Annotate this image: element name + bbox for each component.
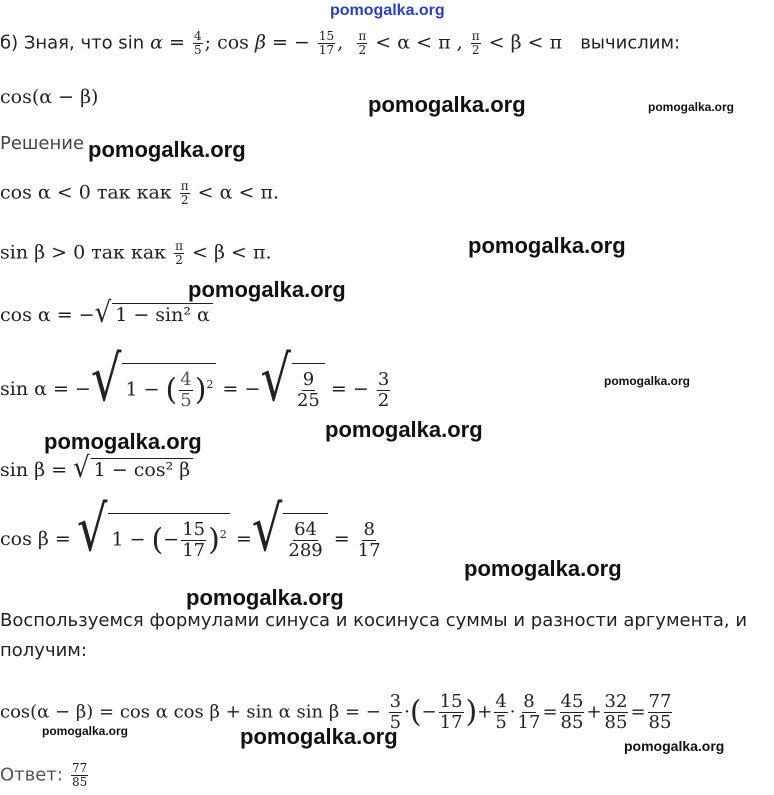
watermark: pomogalka.org (240, 724, 398, 749)
fraction: $\frac{77}{85}$ (71, 761, 88, 790)
fraction: $\frac{4}{5}$ (194, 29, 202, 58)
watermark: pomogalka.org (368, 92, 526, 117)
solution-heading: Решение (0, 133, 85, 154)
explanation-text-cont: получим: (0, 640, 87, 661)
watermark: pomogalka.org (42, 724, 129, 738)
radical-sign: √ (260, 342, 291, 416)
watermark-top: pomogalka.org (330, 2, 445, 19)
answer: Ответ: $\frac{77}{85}$ (0, 761, 88, 790)
sin-beta-sign: sin β > 0 так как $\frac{\pi}{2}$ < β < π. (0, 239, 272, 268)
final-computation: cos(α − β) = cos α cos β + sin α sin β = − $\frac{3}{5}$ ·(− $\frac{15}{17}$ )+ $\frac{4}{5}$ · $\frac{8}{17}$ = $\frac{45}{85}$ + $\frac{32}{85}$ = $\frac{77}{85}$ (0, 691, 672, 733)
watermark: pomogalka.org (325, 417, 483, 442)
cos-alpha-sign: cos α < 0 так как $\frac{\pi}{2}$ < α < π. (0, 179, 279, 208)
radical-sign: √ (94, 296, 112, 330)
cos-beta-calc: cos β = √ 1 − (− $\frac{15}{17}$ )$^2$ =√ $\frac{64}{289}$ = $\frac{8}{17}$ (0, 492, 381, 566)
watermark: pomogalka.org (44, 429, 202, 454)
fraction: $\frac{32}{85}$ (604, 691, 628, 733)
watermark: pomogalka.org (468, 233, 626, 258)
fraction: $\frac{15}{17}$ (318, 29, 335, 58)
watermark: pomogalka.org (648, 100, 735, 114)
fraction: $\frac{\pi}{2}$ (175, 239, 183, 268)
fraction: $\frac{3}{5}$ (389, 691, 402, 733)
fraction: $\frac{15}{17}$ (182, 518, 206, 561)
cos-alpha-formula: cos α = −√ 1 − sin² α (0, 300, 213, 326)
watermark: pomogalka.org (186, 585, 344, 610)
problem-statement: б) Зная, что sin α = $\frac{4}{5}$ ; cos β = − $\frac{15}{17}$ , $\frac{\pi}{2}$ < α < π , $\frac{\pi}{2}$ < β < π вычислим: (0, 29, 681, 58)
fraction: $\frac{8}{17}$ (517, 691, 541, 733)
radical-sign: √ (251, 492, 283, 566)
sin-beta-formula: sin β = √ 1 − cos² β (0, 455, 193, 481)
fraction: $\frac{45}{85}$ (560, 691, 584, 733)
fraction: $\frac{\pi}{2}$ (180, 179, 189, 208)
explanation-text: Воспользуемся формулами синуса и косинуса суммы и разности аргумента, и (0, 610, 748, 631)
fraction: $\frac{77}{85}$ (648, 691, 672, 733)
fraction: $\frac{3}{2}$ (377, 368, 390, 411)
radical-sign: √ (76, 492, 108, 566)
radical-sign: √ (90, 342, 122, 416)
sin-alpha-calc: sin α = −√ 1 − ( $\frac{4}{5}$ )$^2$ = −√ $\frac{9}{25}$ = − $\frac{3}{2}$ (0, 342, 390, 416)
fraction: $\frac{\pi}{2}$ (471, 29, 480, 58)
fraction: $\frac{\pi}{2}$ (358, 29, 367, 58)
radical-sign: √ (73, 451, 90, 485)
fraction: $\frac{4}{5}$ (495, 691, 507, 733)
watermark: pomogalka.org (188, 277, 346, 302)
fraction: $\frac{15}{17}$ (439, 691, 463, 733)
watermark: pomogalka.org (624, 738, 725, 754)
target-expression: cos(α − β) (0, 86, 99, 108)
watermark: pomogalka.org (604, 374, 691, 388)
watermark: pomogalka.org (464, 556, 622, 581)
watermark: pomogalka.org (88, 137, 246, 162)
fraction: $\frac{9}{25}$ (296, 368, 320, 411)
fraction: $\frac{4}{5}$ (180, 368, 192, 411)
fraction: $\frac{8}{17}$ (357, 518, 381, 561)
fraction: $\frac{64}{289}$ (288, 518, 323, 561)
